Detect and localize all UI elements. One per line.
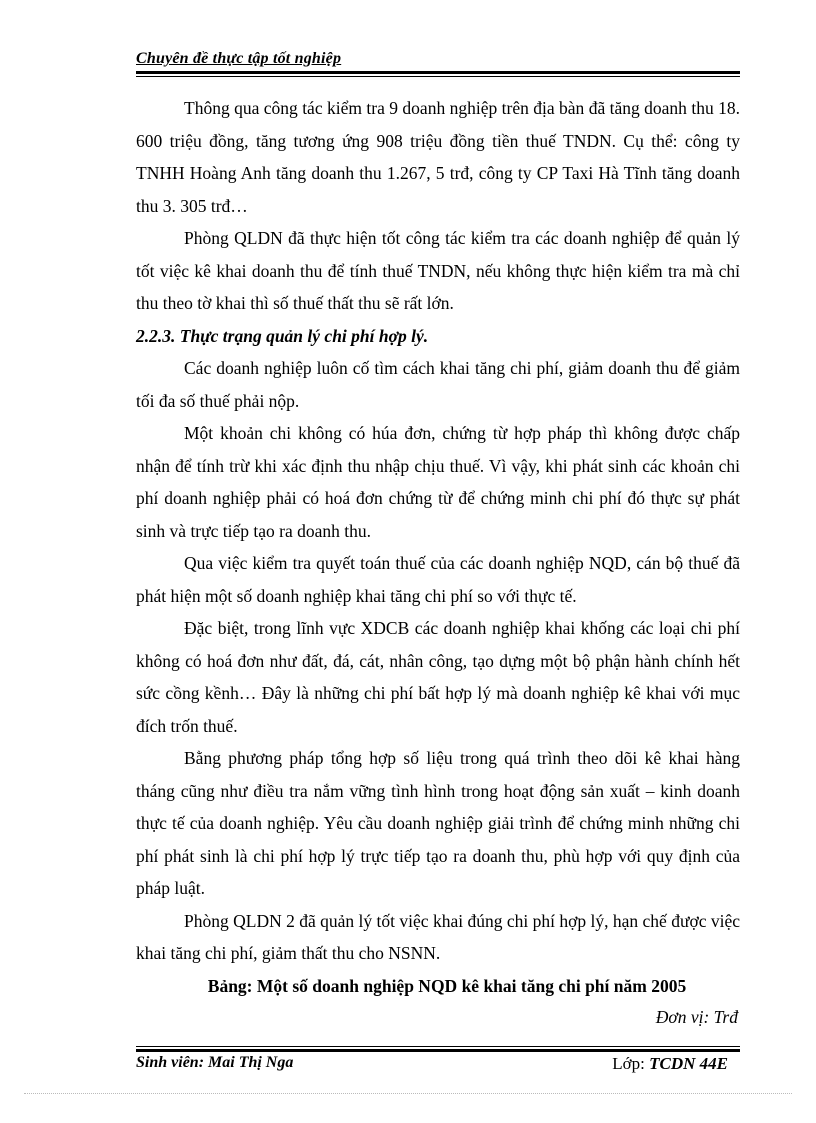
paragraph: Phòng QLDN đã thực hiện tốt công tác kiểm tra các doanh nghiệp để quản lý tốt việc kê khai doanh thu để tính thuế TNDN, nếu không thực hiện kiểm tra mà chỉ thu theo tờ khai thì số thuế thất thu sẽ rất lớn. [136, 228, 740, 313]
section-heading: 2.2.3. Thực trạng quản lý chi phí hợp lý. [136, 325, 429, 346]
class-info [612, 1054, 728, 1074]
paragraph: Qua việc kiểm tra quyết toán thuế của các doanh nghiệp NQD, cán bộ thuế đã phát hiện một số doanh nghiệp khai tăng chi phí so với thực tế. [136, 553, 740, 606]
class-label: Lớp: [612, 1054, 650, 1073]
table-caption: Bảng: Một số doanh nghiệp NQD kê khai tăng chi phí năm 2005 [207, 975, 687, 996]
paragraph: Một khoản chi không có húa đơn, chứng từ hợp pháp thì không được chấp nhận để tính trừ khi xác định thu nhập chịu thuế. Vì vậy, khi phát sinh các khoản chi phí doanh nghiệp phải có hoá đơn chứng từ để chứng minh chi phí đó thực sự phát sinh và trực tiếp tạo ra doanh thu. [136, 423, 740, 541]
paragraph: Thông qua công tác kiểm tra 9 doanh nghiệp trên địa bàn đã tăng doanh thu 18. 600 triệu đồng, tăng tương ứng 908 triệu đồng tiền thuế TNDN. Cụ thể: công ty TNHH Hoàng Anh tăng doanh thu 1.267, 5 trđ, công ty CP Taxi Hà Tĩnh tăng doanh thu 3. 305 trđ… [136, 98, 740, 216]
paragraph: Đặc biệt, trong lĩnh vực XDCB các doanh nghiệp khai khống các loại chi phí không có hoá đơn như đất, đá, cát, nhân công, tạo dựng một bộ phận hành chính hết sức cồng kềnh… Đây là những chi phí bất hợp lý mà doanh nghiệp kê khai với mục đích trốn thuế. [136, 618, 740, 736]
header-title: Chuyên đề thực tập tốt nghiệp [136, 50, 342, 67]
document-body [136, 92, 740, 1032]
header-rule-thick [136, 71, 740, 74]
paragraph: Bằng phương pháp tổng hợp số liệu trong quá trình theo dõi kê khai hàng tháng cũng như điều tra nắm vững tình hình trong hoạt động sản xuất – kinh doanh thực tế của doanh nghiệp. Yêu cầu doanh nghiệp giải trình để chứng minh những chi phí phát sinh là chi phí hợp lý trực tiếp tạo ra doanh thu, phù hợp với quy định của pháp luật. [136, 748, 740, 898]
paragraph: Phòng QLDN 2 đã quản lý tốt việc khai đúng chi phí hợp lý, hạn chế được việc khai tăng chi phí, giảm thất thu cho NSNN. [136, 910, 740, 963]
header-rule-thin [136, 76, 740, 77]
footer-rule-thick [136, 1049, 740, 1052]
class-value: TCDN 44E [649, 1054, 728, 1073]
unit-label: Đơn vị: Trđ [655, 1007, 738, 1027]
paragraph: Các doanh nghiệp luôn cố tìm cách khai tăng chi phí, giảm doanh thu để giảm tối đa số thuế phải nộp. [136, 358, 740, 411]
page-footer [136, 1054, 740, 1078]
student-name: Sinh viên: Mai Thị Nga [136, 1054, 294, 1071]
page-bottom-dotted-line [24, 1093, 792, 1094]
page-header [136, 48, 740, 70]
footer-rule-thin [136, 1046, 740, 1047]
